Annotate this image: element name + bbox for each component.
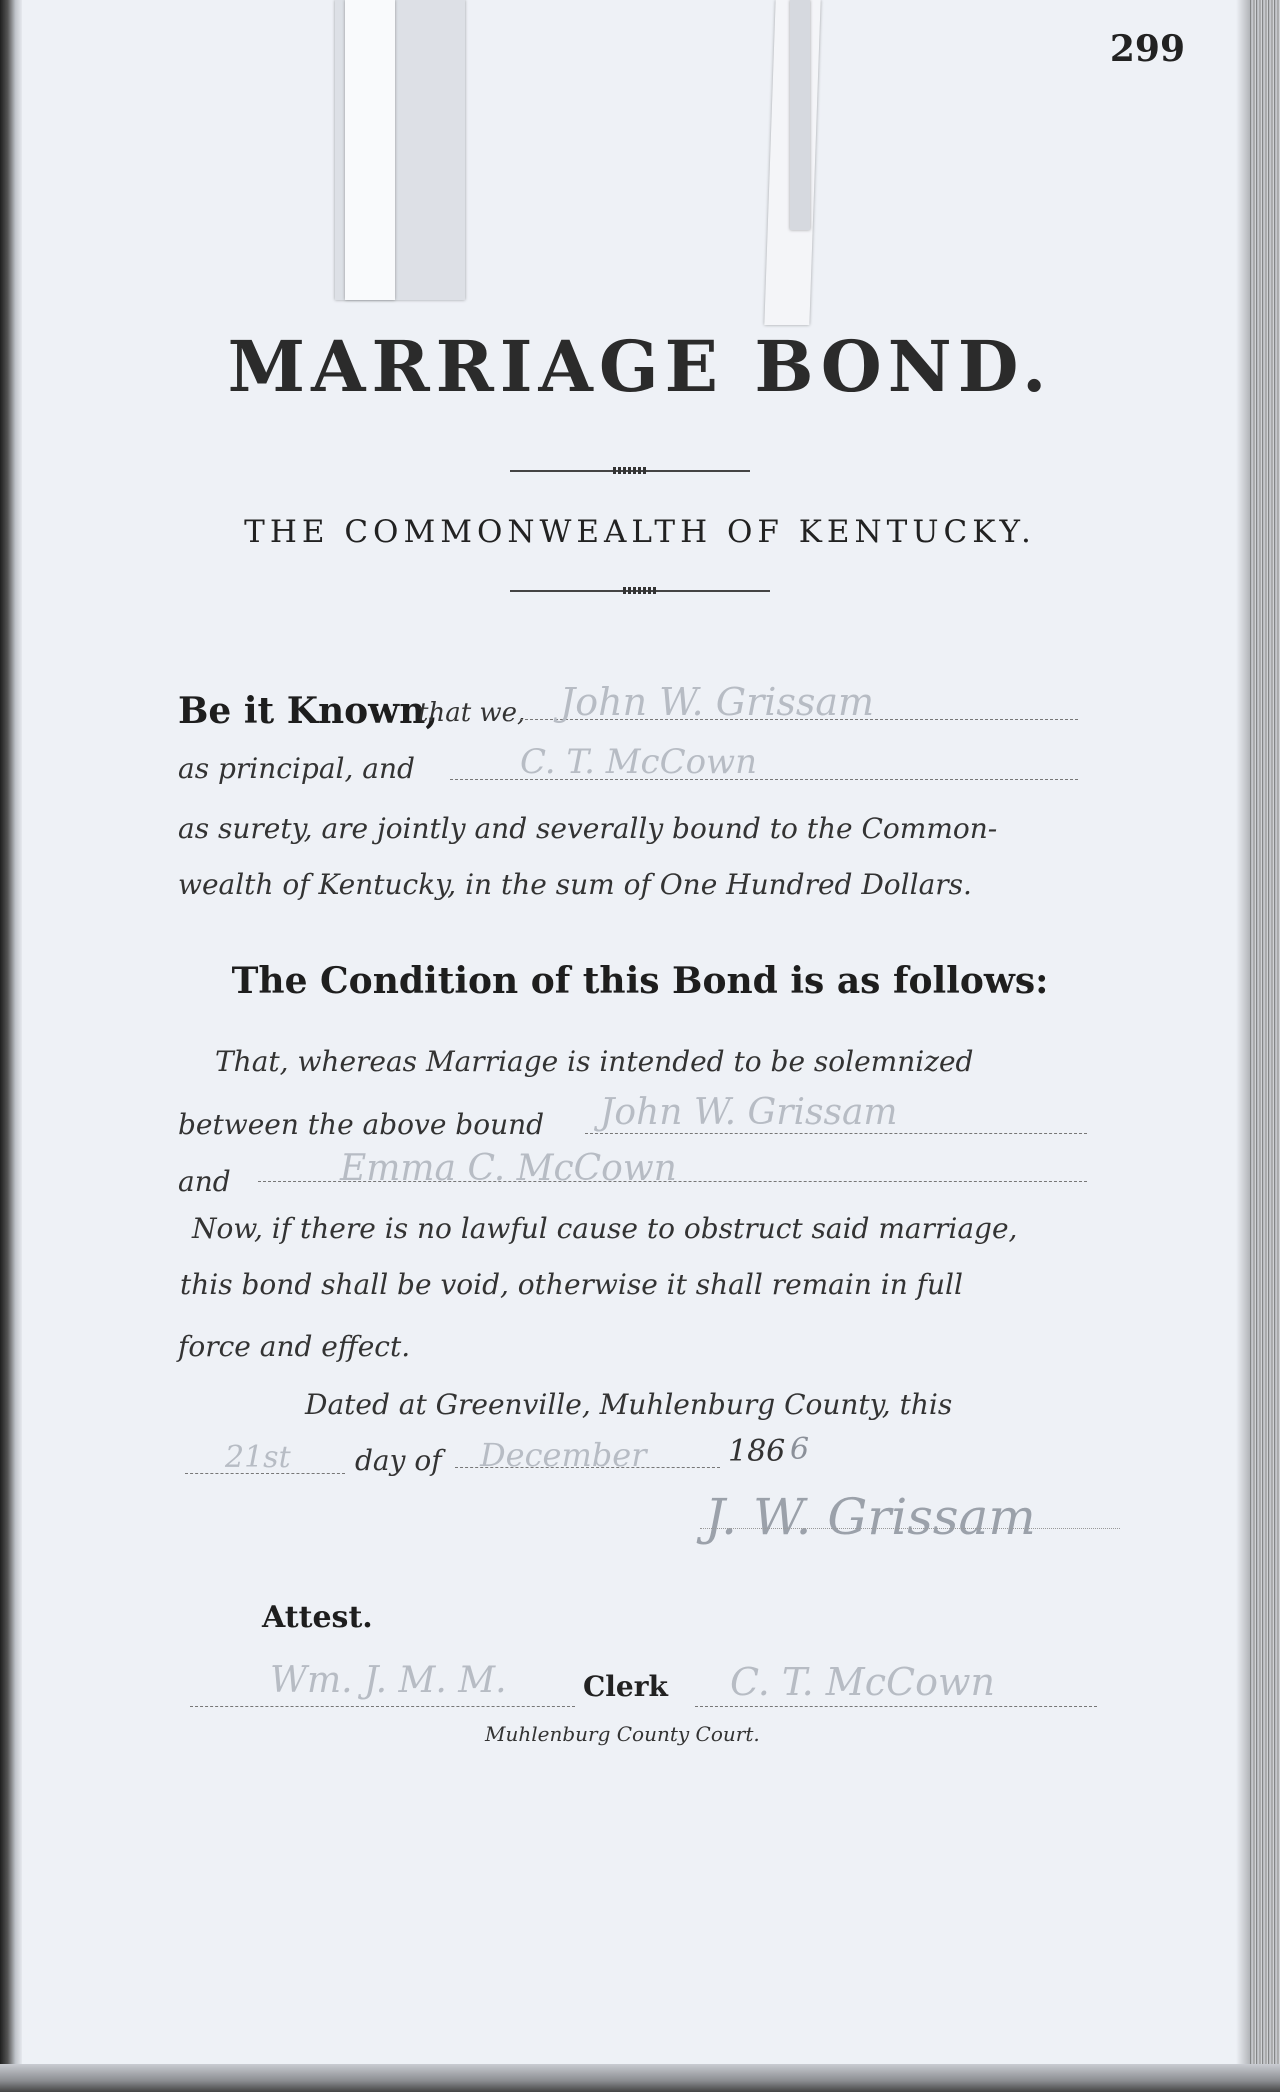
groom-name: John W. Grissam — [600, 1092, 898, 1133]
condition-line-void: this bond shall be void, otherwise it shall remain in full — [180, 1268, 963, 1301]
bride-name: Emma C. McCown — [340, 1148, 677, 1189]
court-name: Muhlenburg County Court. — [485, 1722, 760, 1746]
page-title: MARRIAGE BOND. — [227, 325, 1053, 408]
preamble-lead: Be it Known, — [178, 690, 438, 732]
deputy-signature-line — [695, 1706, 1097, 1707]
deputy-handwriting: C. T. McCown — [730, 1660, 995, 1704]
day-of-text: day of — [355, 1444, 442, 1477]
page-gutter-shadow — [1236, 0, 1250, 2092]
paper-strip — [345, 0, 395, 300]
signature-line — [700, 1528, 1120, 1529]
month-value: December — [480, 1436, 647, 1474]
page-bottom-edge — [0, 2064, 1280, 2092]
condition-line-1: That, whereas Marriage is intended to be solemnized — [215, 1045, 974, 1078]
binding-right — [1250, 0, 1280, 2092]
page-number: 299 — [1109, 28, 1185, 70]
between-text: between the above bound — [178, 1108, 545, 1141]
principal-signature: J. W. Grissam — [705, 1488, 1036, 1546]
as-principal-text: as principal, and — [178, 752, 415, 785]
ornament-divider — [510, 470, 750, 472]
condition-line-force: force and effect. — [178, 1330, 411, 1363]
subtitle: THE COMMONWEALTH OF KENTUCKY. — [244, 514, 1036, 550]
and-text: and — [178, 1165, 231, 1198]
ornament-divider — [510, 590, 770, 592]
paper-strip — [790, 0, 810, 230]
dated-text: Dated at Greenville, Muhlenburg County, this — [305, 1388, 953, 1421]
clerk-signature-line — [190, 1706, 575, 1707]
clerk-label: Clerk — [583, 1670, 668, 1703]
year-text: 186 — [728, 1434, 786, 1469]
clerk-handwriting: Wm. J. M. M. — [270, 1660, 507, 1701]
binding-left — [0, 0, 22, 2092]
principal-name: John W. Grissam — [560, 680, 875, 724]
preamble-that-we: that we, — [418, 698, 526, 728]
year-hand: 6 — [790, 1432, 810, 1467]
bound-text: as surety, are jointly and severally bound to the Common- — [178, 812, 998, 845]
condition-heading: The Condition of this Bond is as follows: — [231, 960, 1049, 1002]
sum-text: wealth of Kentucky, in the sum of One Hundred Dollars. — [178, 868, 972, 901]
day-value: 21st — [225, 1440, 291, 1475]
surety-name: C. T. McCown — [520, 742, 758, 782]
condition-line-now: Now, if there is no lawful cause to obstruct said marriage, — [192, 1212, 1018, 1245]
attest-label: Attest. — [262, 1600, 373, 1635]
